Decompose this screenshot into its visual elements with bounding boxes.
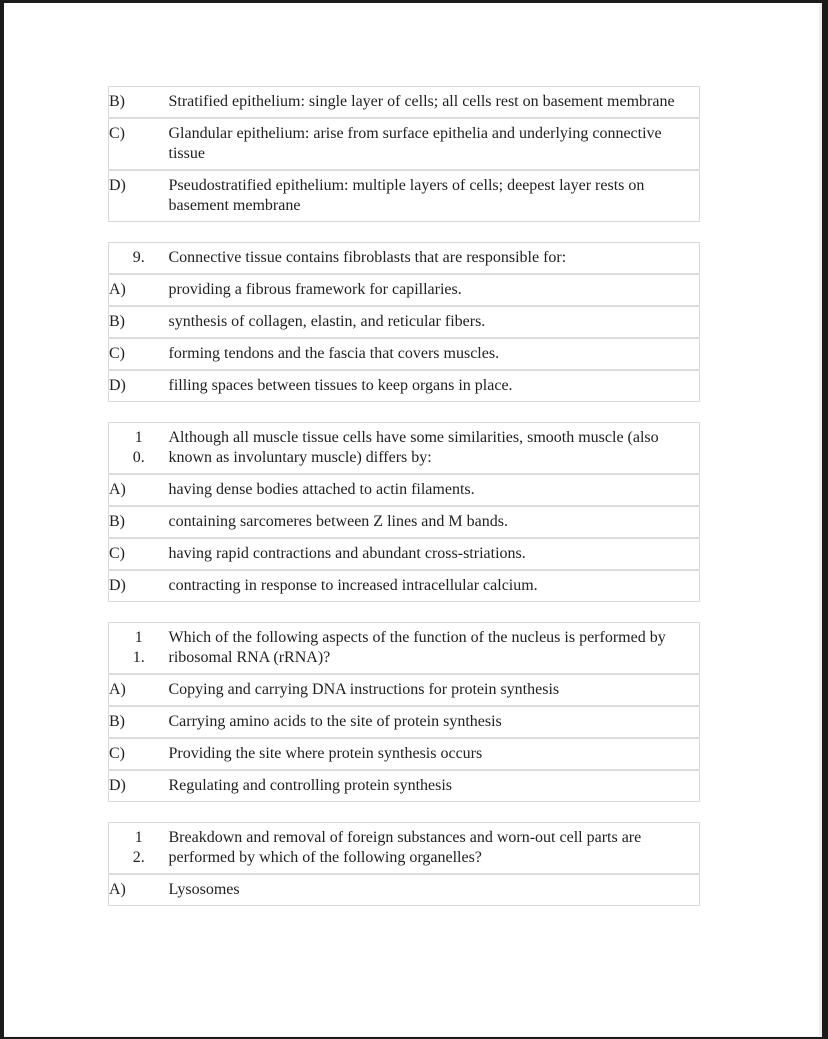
answer-row [109,474,700,506]
answer-letter: C) [109,345,125,362]
answer-row [109,770,700,802]
answer-letter: C) [109,125,125,142]
question-text: Although all muscle tissue cells have some similarities, smooth muscle (also known as involuntary muscle) differs by: [168,429,659,466]
answer-row [109,170,700,222]
answer-letter-cell [109,706,169,738]
answer-text: Pseudostratified epithelium: multiple layers of cells; deepest layer rests on basement membrane [169,170,700,222]
answer-row [109,87,700,119]
answer-letter: D) [109,777,126,794]
answer-letter: A) [109,481,126,498]
answer-letter-cell [109,506,169,538]
answer-row [109,506,700,538]
answer-text: synthesis of collagen, elastin, and reticular fibers. [169,306,700,338]
answer-letter-cell [109,338,169,370]
answer-text: Lysosomes [169,874,700,906]
question-row [109,823,700,875]
question-row [109,623,700,675]
quiz-content [108,86,700,926]
answer-letter: B) [109,513,125,530]
question-number-cell [109,243,169,275]
answer-letter-cell [109,474,169,506]
answer-letter: D) [109,377,126,394]
question-number-cell [109,623,169,675]
answer-text: Stratified epithelium: single layer of cells; all cells rest on basement membrane [168,93,675,110]
answer-letter-cell [109,370,169,402]
answer-letter: C) [109,545,125,562]
answer-letter: A) [109,281,126,298]
document-page [4,3,822,1037]
answer-letter-cell [109,570,169,602]
answer-letter-cell [109,170,169,222]
answer-letter-cell [109,674,169,706]
answer-text: contracting in response to increased intracellular calcium. [169,570,700,602]
answer-text: Glandular epithelium: arise from surface epithelia and underlying connective tissue [169,118,700,170]
answer-row [109,874,700,906]
answer-text: Copying and carrying DNA instructions for protein synthesis [169,674,700,706]
question-number-cell [109,423,169,475]
answer-row [109,274,700,306]
answer-text: containing sarcomeres between Z lines and M bands. [169,506,700,538]
answer-row [109,706,700,738]
answer-row [109,118,700,170]
answer-text: Carrying amino acids to the site of protein synthesis [169,706,700,738]
answer-letter: C) [109,745,125,762]
answer-text: having dense bodies attached to actin filaments. [169,474,700,506]
answer-text: Providing the site where protein synthesis occurs [169,738,700,770]
answer-row [109,570,700,602]
answer-letter: A) [109,681,126,698]
question-number: 11. [132,629,145,666]
answer-row [109,738,700,770]
quiz-table-question-12 [108,822,700,906]
answer-text: having rapid contractions and abundant cross-striations. [169,538,700,570]
answer-text: providing a fibrous framework for capillaries. [169,274,700,306]
answer-text: filling spaces between tissues to keep organs in place. [169,370,700,402]
quiz-table-question-11 [108,622,700,802]
quiz-table-question-9 [108,242,700,402]
answer-letter: A) [109,881,126,898]
quiz-table-question-10 [108,422,700,602]
question-number: 10. [132,429,145,466]
answer-letter-cell [109,274,169,306]
answer-row [109,674,700,706]
answer-letter: D) [109,577,126,594]
answer-row [109,338,700,370]
question-row [109,243,700,275]
question-text: Breakdown and removal of foreign substances and worn-out cell parts are performed by which of the following organelles? [168,829,642,866]
answer-letter-cell [109,770,169,802]
answer-letter-cell [109,738,169,770]
answer-letter: B) [109,713,125,730]
question-number-cell [109,823,169,875]
question-text: Which of the following aspects of the function of the nucleus is performed by ribosomal RNA (rRNA)? [168,629,666,666]
question-text: Connective tissue contains fibroblasts that are responsible for: [168,249,567,266]
answer-text: Regulating and controlling protein synthesis [169,770,700,802]
answer-letter-cell [109,87,169,119]
answer-row [109,538,700,570]
answer-letter-cell [109,874,169,906]
answer-text: forming tendons and the fascia that covers muscles. [169,338,700,370]
answer-row [109,370,700,402]
answer-letter-cell [109,538,169,570]
answer-letter-cell [109,306,169,338]
answer-letter: B) [109,313,125,330]
answer-letter: D) [109,177,126,194]
question-row [109,423,700,475]
answer-row [109,306,700,338]
answer-letter: B) [109,93,125,110]
quiz-table-answers-continued [108,86,700,222]
answer-letter-cell [109,118,169,170]
question-number: 12. [132,829,145,866]
question-number: 9. [132,249,145,266]
